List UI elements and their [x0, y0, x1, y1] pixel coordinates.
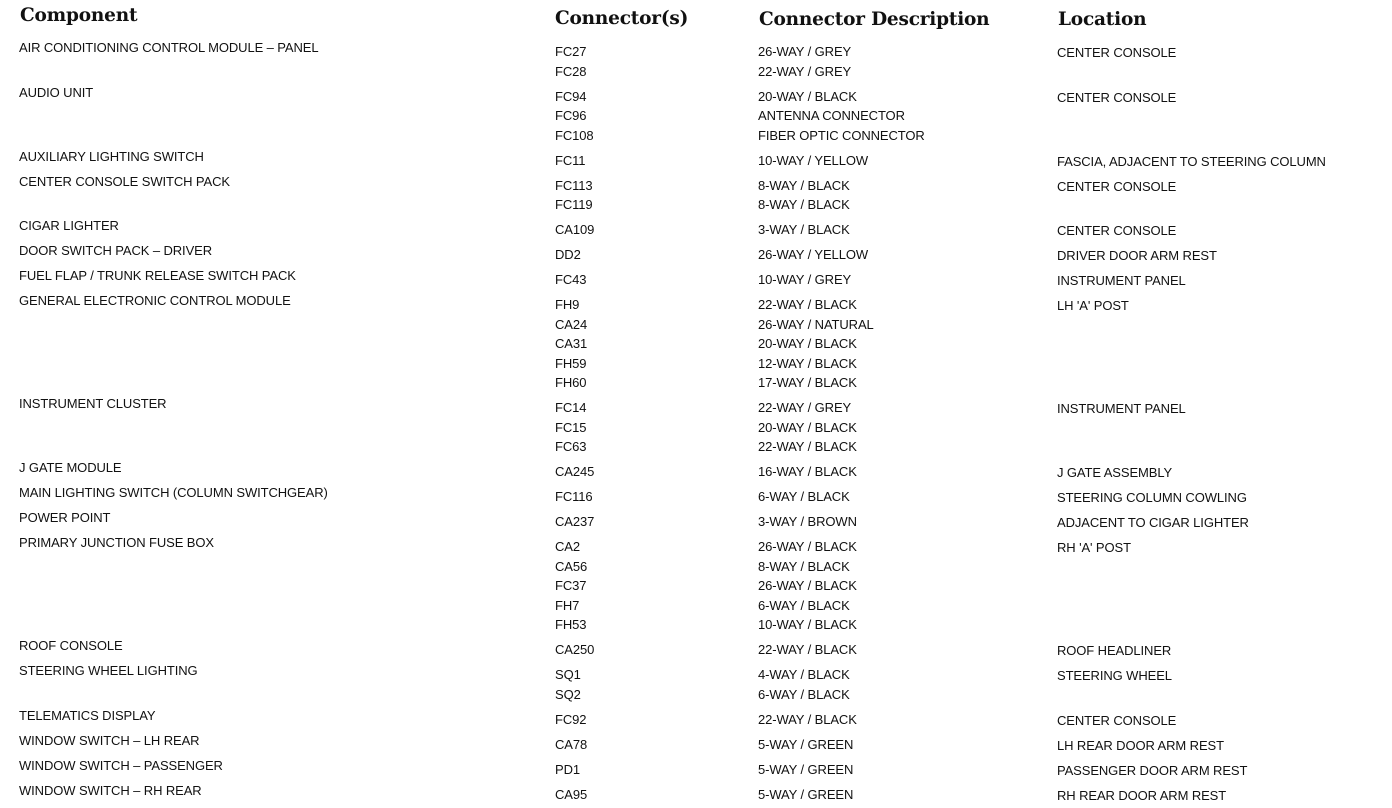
- connector-id: FC116: [555, 489, 593, 504]
- connector-id: FH59: [555, 355, 587, 371]
- connector-id: FC14: [555, 400, 587, 415]
- header-connector-description: Connector Description: [759, 9, 990, 30]
- component-location: RH 'A' POST: [1057, 540, 1131, 555]
- component-location: RH REAR DOOR ARM REST: [1057, 787, 1227, 803]
- table-row: [0, 291, 1392, 394]
- connector-description: 20-WAY / BLACK: [758, 419, 857, 435]
- component-name: PRIMARY JUNCTION FUSE BOX: [19, 535, 214, 550]
- table-row: [0, 483, 1392, 508]
- connector-list: [555, 151, 585, 171]
- connector-description-list: [758, 760, 853, 780]
- connector-id: CA31: [555, 336, 588, 351]
- connector-description: 26-WAY / BLACK: [758, 578, 857, 593]
- component-name: AIR CONDITIONING CONTROL MODULE – PANEL: [19, 40, 319, 55]
- connector-description: 26-WAY / BLACK: [758, 539, 857, 554]
- connector-list: [555, 87, 594, 146]
- table-row: [0, 38, 1392, 83]
- connector-description-list: [758, 245, 868, 265]
- component-location: STEERING WHEEL: [1057, 668, 1172, 683]
- component-name: INSTRUMENT CLUSTER: [19, 396, 167, 411]
- connector-id: FC63: [555, 439, 587, 454]
- table-header: [0, 3, 1392, 37]
- connector-description-list: [758, 87, 925, 146]
- component-location: CENTER CONSOLE: [1057, 178, 1177, 194]
- table-row: [0, 216, 1392, 241]
- table-row: [0, 706, 1392, 731]
- connector-description-list: [758, 398, 857, 457]
- connector-id: FH9: [555, 297, 580, 312]
- connector-description: 26-WAY / NATURAL: [758, 316, 874, 332]
- connector-description: 12-WAY / BLACK: [758, 355, 857, 371]
- connector-id: FC94: [555, 88, 587, 104]
- connector-description: 3-WAY / BLACK: [758, 222, 850, 237]
- connector-description: 22-WAY / BLACK: [758, 297, 857, 312]
- connector-description: 4-WAY / BLACK: [758, 667, 850, 682]
- connector-description: 5-WAY / GREEN: [758, 736, 854, 752]
- connector-description: 26-WAY / GREY: [758, 44, 852, 59]
- connector-description: 17-WAY / BLACK: [758, 375, 857, 390]
- table-row: [0, 394, 1392, 458]
- connector-description: ANTENNA CONNECTOR: [758, 108, 905, 123]
- connector-description: 16-WAY / BLACK: [758, 464, 857, 479]
- connector-id: FC119: [555, 197, 593, 212]
- connector-description-list: [758, 462, 857, 482]
- connector-table: [0, 38, 1392, 806]
- connector-list: [555, 735, 587, 755]
- connector-list: [555, 42, 586, 81]
- connector-description-list: [758, 640, 857, 660]
- component-location: J GATE ASSEMBLY: [1057, 465, 1173, 480]
- connector-description-list: [758, 270, 851, 290]
- component-name: POWER POINT: [19, 510, 111, 525]
- connector-description-list: [758, 735, 853, 755]
- connector-description: 6-WAY / BLACK: [758, 597, 850, 613]
- connector-id: SQ1: [555, 667, 581, 682]
- connector-id: FH53: [555, 617, 587, 632]
- table-row: [0, 458, 1392, 483]
- component-location: ADJACENT TO CIGAR LIGHTER: [1057, 515, 1249, 530]
- component-location: CENTER CONSOLE: [1057, 223, 1177, 238]
- connector-list: [555, 270, 586, 290]
- component-name: AUXILIARY LIGHTING SWITCH: [19, 148, 204, 164]
- connector-id: CA78: [555, 736, 588, 752]
- component-name: TELEMATICS DISPLAY: [19, 707, 156, 723]
- connector-description: 22-WAY / BLACK: [758, 711, 857, 727]
- component-location: STEERING COLUMN COWLING: [1057, 490, 1247, 505]
- component-name: FUEL FLAP / TRUNK RELEASE SWITCH PACK: [19, 268, 296, 283]
- connector-description: 20-WAY / BLACK: [758, 88, 857, 104]
- component-location: FASCIA, ADJACENT TO STEERING COLUMN: [1057, 153, 1326, 169]
- header-location: Location: [1058, 9, 1147, 30]
- component-name: J GATE MODULE: [19, 460, 122, 475]
- connector-list: [555, 537, 587, 635]
- connector-description-list: [758, 710, 857, 730]
- connector-id: CA24: [555, 316, 588, 332]
- connector-id: CA237: [555, 514, 595, 529]
- connector-id: CA109: [555, 222, 595, 237]
- table-row: [0, 172, 1392, 217]
- table-row: [0, 241, 1392, 266]
- component-location: LH REAR DOOR ARM REST: [1057, 737, 1224, 753]
- connector-id: FC37: [555, 578, 587, 593]
- table-row: [0, 508, 1392, 533]
- connector-description: 6-WAY / BLACK: [758, 686, 850, 702]
- connector-id: FC27: [555, 44, 587, 59]
- table-row: [0, 781, 1392, 806]
- connector-id: FC15: [555, 419, 587, 435]
- connector-description: 8-WAY / BLACK: [758, 177, 850, 193]
- connector-id: PD1: [555, 761, 580, 777]
- component-name: STEERING WHEEL LIGHTING: [19, 663, 198, 678]
- component-name: AUDIO UNIT: [19, 84, 94, 100]
- component-location: ROOF HEADLINER: [1057, 643, 1172, 658]
- connector-id: FC113: [555, 177, 593, 193]
- connector-description: 20-WAY / BLACK: [758, 336, 857, 351]
- header-component: Component: [20, 5, 138, 26]
- table-row: [0, 83, 1392, 147]
- header-connectors: Connector(s): [555, 8, 689, 29]
- component-location: CENTER CONSOLE: [1057, 712, 1177, 728]
- connector-id: FC96: [555, 108, 587, 123]
- connector-description: 10-WAY / GREY: [758, 272, 852, 287]
- connector-description-list: [758, 220, 850, 240]
- connector-id: FC11: [555, 152, 586, 168]
- connector-id: CA56: [555, 558, 588, 574]
- connector-id: FC92: [555, 711, 587, 727]
- component-name: CENTER CONSOLE SWITCH PACK: [19, 173, 230, 189]
- connector-list: [555, 760, 580, 780]
- connector-description: 8-WAY / BLACK: [758, 558, 850, 574]
- connector-id: FC108: [555, 127, 594, 143]
- connector-description: 26-WAY / YELLOW: [758, 247, 869, 262]
- connector-description: 5-WAY / GREEN: [758, 761, 854, 777]
- table-row: [0, 533, 1392, 636]
- connector-description: 3-WAY / BROWN: [758, 514, 857, 529]
- connector-list: [555, 398, 586, 457]
- connector-id: CA2: [555, 539, 580, 554]
- connector-id: SQ2: [555, 686, 581, 702]
- connector-list: [555, 462, 594, 482]
- connector-list: [555, 785, 587, 805]
- connector-description: 8-WAY / BLACK: [758, 197, 850, 212]
- component-location: PASSENGER DOOR ARM REST: [1057, 762, 1248, 778]
- connector-id: FC28: [555, 63, 587, 79]
- connector-id: CA250: [555, 642, 595, 657]
- component-location: CENTER CONSOLE: [1057, 89, 1177, 105]
- connector-id: FH60: [555, 375, 587, 390]
- connector-description-list: [758, 487, 850, 507]
- connector-description: FIBER OPTIC CONNECTOR: [758, 127, 925, 143]
- connector-id: FH7: [555, 597, 580, 613]
- component-location: LH 'A' POST: [1057, 298, 1129, 313]
- component-name: ROOF CONSOLE: [19, 638, 123, 653]
- connector-description-list: [758, 785, 853, 805]
- component-name: WINDOW SWITCH – PASSENGER: [19, 757, 223, 773]
- component-name: WINDOW SWITCH – RH REAR: [19, 782, 202, 798]
- table-row: [0, 636, 1392, 661]
- component-location: INSTRUMENT PANEL: [1057, 401, 1186, 416]
- connector-description: 22-WAY / GREY: [758, 400, 852, 415]
- component-location: CENTER CONSOLE: [1057, 45, 1177, 60]
- connector-description: 5-WAY / GREEN: [758, 786, 854, 802]
- table-row: [0, 756, 1392, 781]
- connector-list: [555, 665, 581, 704]
- connector-list: [555, 512, 594, 532]
- connector-description: 22-WAY / BLACK: [758, 642, 857, 657]
- connector-id: CA95: [555, 786, 588, 802]
- connector-list: [555, 487, 593, 507]
- connector-description: 10-WAY / YELLOW: [758, 152, 869, 168]
- connector-description-list: [758, 176, 850, 215]
- component-name: DOOR SWITCH PACK – DRIVER: [19, 243, 213, 258]
- table-row: [0, 661, 1392, 706]
- connector-description: 6-WAY / BLACK: [758, 489, 850, 504]
- connector-description-list: [758, 42, 851, 81]
- connector-description-list: [758, 537, 857, 635]
- connector-description: 10-WAY / BLACK: [758, 617, 857, 632]
- connector-description-list: [758, 512, 857, 532]
- component-location: INSTRUMENT PANEL: [1057, 273, 1186, 288]
- connector-id: CA245: [555, 464, 595, 479]
- connector-list: [555, 220, 594, 240]
- connector-description-list: [758, 295, 874, 393]
- component-location: DRIVER DOOR ARM REST: [1057, 248, 1217, 263]
- connector-description: 22-WAY / GREY: [758, 63, 852, 79]
- connector-id: DD2: [555, 247, 581, 262]
- table-row: [0, 147, 1392, 172]
- connector-list: [555, 640, 594, 660]
- component-name: MAIN LIGHTING SWITCH (COLUMN SWITCHGEAR): [19, 485, 328, 500]
- connector-list: [555, 176, 593, 215]
- connector-description-list: [758, 665, 850, 704]
- component-name: GENERAL ELECTRONIC CONTROL MODULE: [19, 293, 291, 308]
- connector-list: [555, 710, 586, 730]
- connector-list: [555, 295, 587, 393]
- connector-description-list: [758, 151, 868, 171]
- table-row: [0, 266, 1392, 291]
- connector-description: 22-WAY / BLACK: [758, 439, 857, 454]
- component-name: CIGAR LIGHTER: [19, 218, 119, 233]
- component-name: WINDOW SWITCH – LH REAR: [19, 732, 200, 748]
- connector-id: FC43: [555, 272, 587, 287]
- connector-list: [555, 245, 581, 265]
- table-row: [0, 731, 1392, 756]
